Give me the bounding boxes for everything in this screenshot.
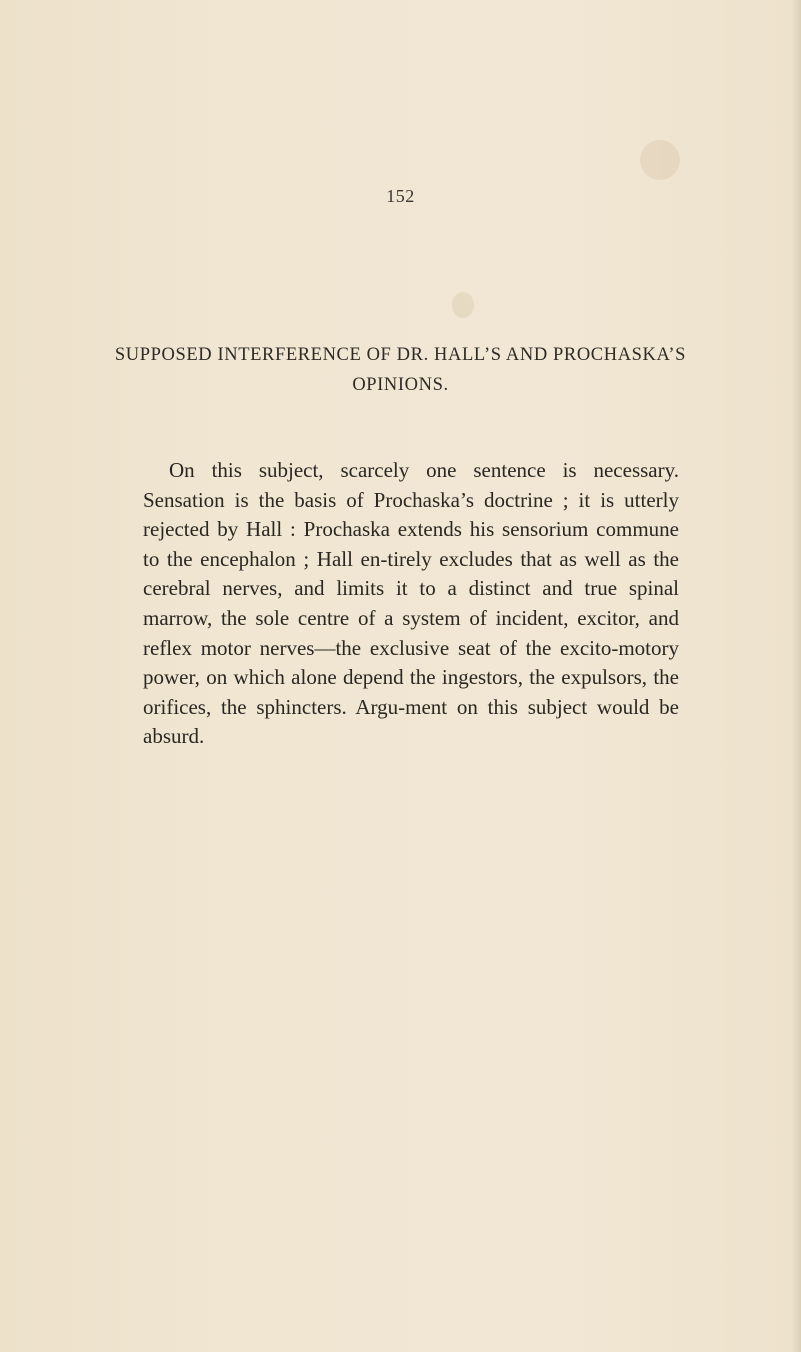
body-text (143, 456, 679, 752)
paper-stain (452, 292, 474, 318)
page-number: 152 (386, 186, 415, 206)
paragraph: On this subject, scarcely one sentence is necessary. Sensation is the basis of Prochaska’s doctrine ; it is utterly rejected by Hall : Prochaska extends his sensorium commune to the encephalon ; Hall en-tirely excludes that as well as the cerebral nerves, and limits it to a distinct and true spinal marrow, the sole centre of a system of incident, excitor, and reflex motor nerves—the exclusive seat of the excito-motory power, on which alone depend the ingestors, the expulsors, the orifices, the sphincters. Argu-ment on this subject would be absurd. (143, 458, 679, 749)
section-heading: SUPPOSED INTERFERENCE OF DR. HALL’S AND PROCHASKA’S OPINIONS. (114, 345, 687, 395)
paper-stain (640, 140, 680, 180)
